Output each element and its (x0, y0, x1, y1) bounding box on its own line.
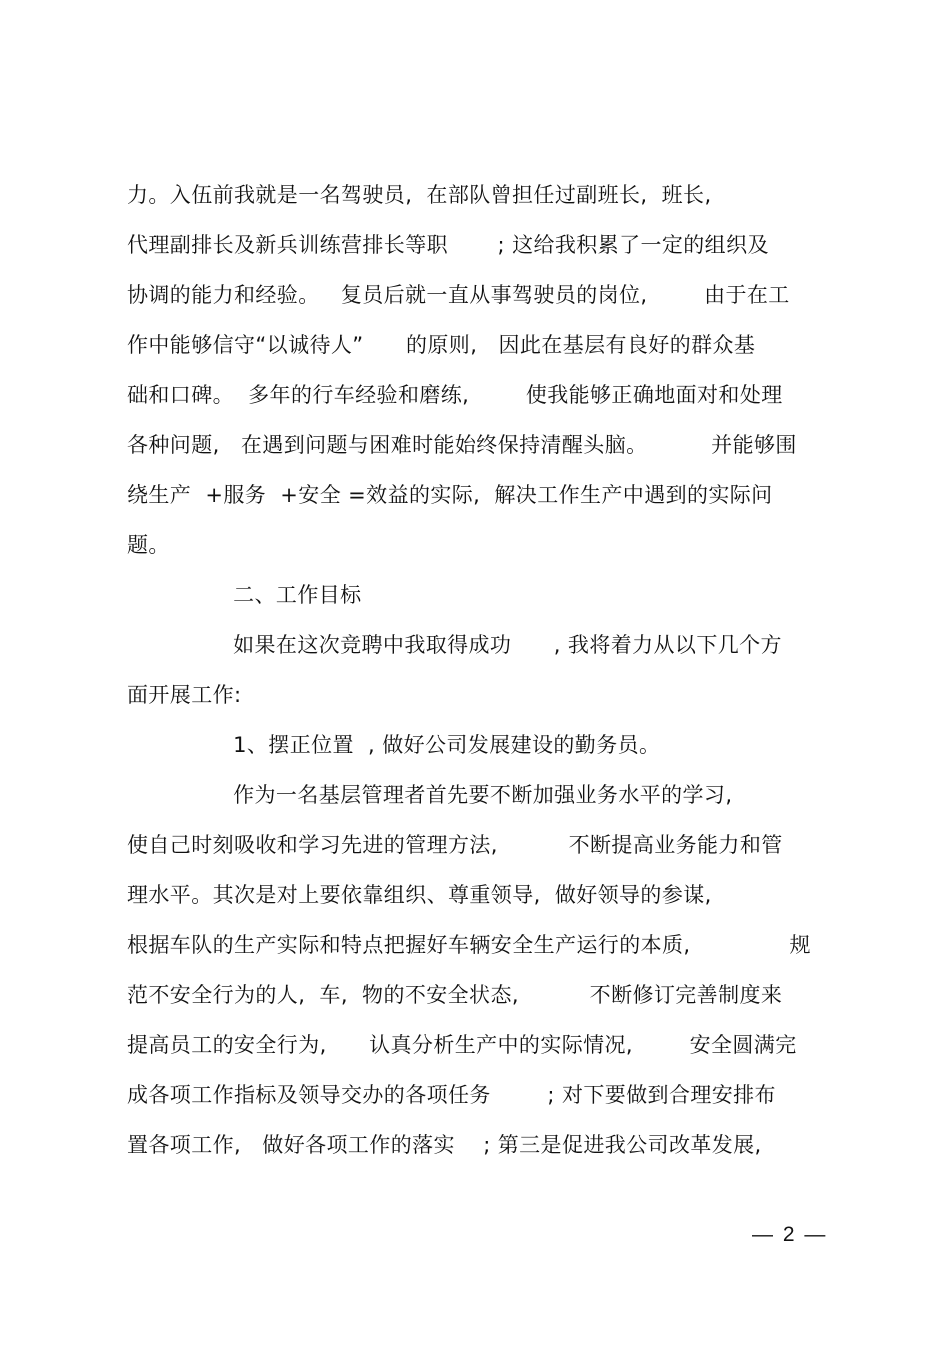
body-line: 协调的能力和经验。 复员后就一直从事驾驶员的岗位, 由于在工 (127, 283, 790, 307)
body-line: 面开展工作: (127, 683, 242, 707)
body-line: 理水平。其次是对上要依靠组织、尊重领导, 做好领导的参谋, (127, 883, 712, 907)
body-line: 提高员工的安全行为, 认真分析生产中的实际情况, 安全圆满完 (127, 1033, 797, 1057)
body-line: 如果在这次竞聘中我取得成功 , 我将着力从以下几个方 (127, 633, 782, 657)
page-number: — 2 — (752, 1223, 828, 1246)
body-line: 成各项工作指标及领导交办的各项任务 ; 对下要做到合理安排布 (127, 1083, 776, 1107)
body-line: 作为一名基层管理者首先要不断加强业务水平的学习, (127, 783, 733, 807)
section-heading: 二、工作目标 (127, 583, 362, 607)
body-line: 置各项工作, 做好各项工作的落实 ; 第三是促进我公司改革发展, (127, 1133, 762, 1157)
body-line: 代理副排长及新兵训练营排长等职 ; 这给我积累了一定的组织及 (127, 233, 769, 257)
body-line: 使自己时刻吸收和学习先进的管理方法, 不断提高业务能力和管 (127, 833, 783, 857)
body-line: 范不安全行为的人, 车, 物的不安全状态, 不断修订完善制度来 (127, 983, 783, 1007)
body-line: 础和口碑。 多年的行车经验和磨练, 使我能够正确地面对和处理 (127, 383, 783, 407)
body-line: 力。入伍前我就是一名驾驶员, 在部队曾担任过副班长, 班长, (127, 183, 712, 207)
body-line: 各种问题, 在遇到问题与困难时能始终保持清醒头脑。 并能够围 (127, 433, 797, 457)
body-line: 题。 (127, 533, 170, 557)
body-line: 作中能够信守“以诚待人” 的原则, 因此在基层有良好的群众基 (127, 333, 756, 357)
body-line: 根据车队的生产实际和特点把握好车辆安全生产运行的本质, 规 (127, 933, 811, 957)
sub-heading: 1、摆正位置 , 做好公司发展建设的勤务员。 (127, 733, 661, 757)
body-line: 绕生产 +服务 +安全 =效益的实际, 解决工作生产中遇到的实际问 (127, 483, 773, 507)
